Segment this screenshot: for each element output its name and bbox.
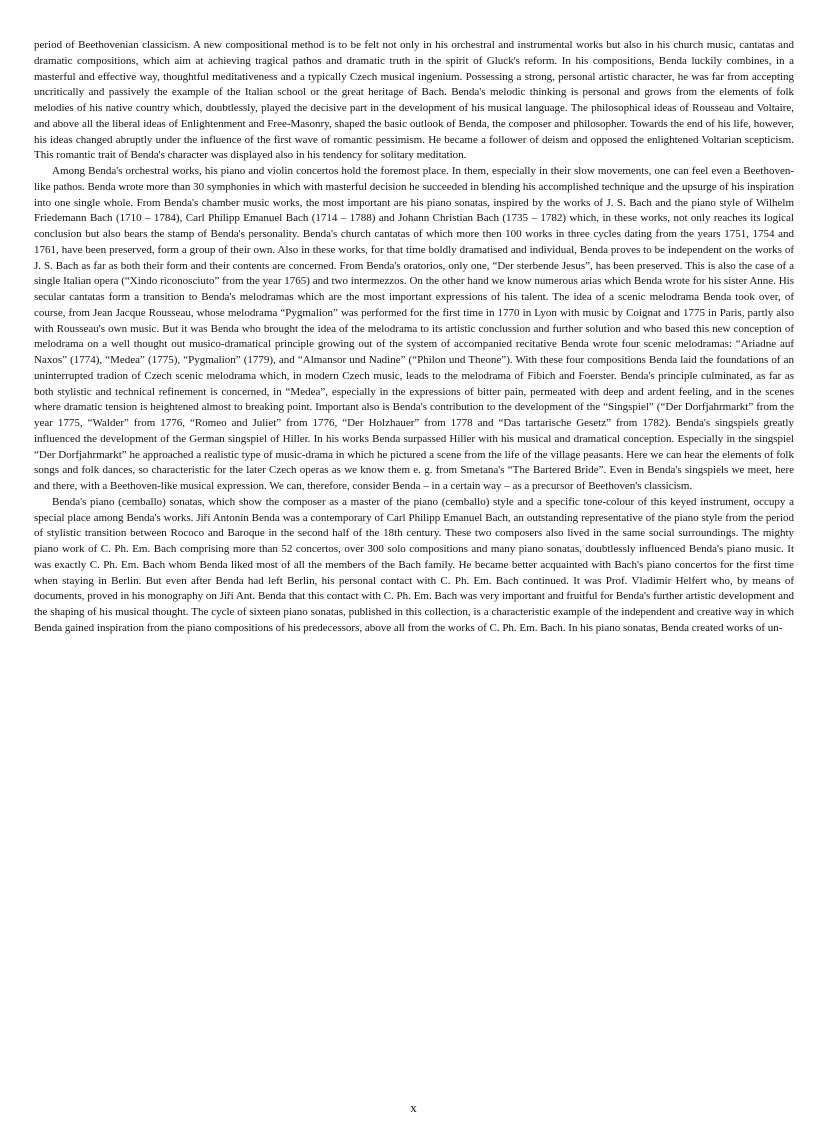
page-number: x xyxy=(410,1100,417,1115)
paragraph-orchestral-works: Among Benda's orchestral works, his piano and violin concertos hold the foremost place. In them, especially in their slow movements, one can feel even a Beethoven-like pathos. Benda wrote more than 30 symphonies in which with masterful decision he succeeded in blending his accomplished technique and the upsurge of his inspiration into one single whole. From Benda's chamber music works, the most important are his piano sonatas, inspired by the works of J. S. Bach and the piano style of Wilhelm Friedemann Bach (1710 – 1784), Carl Philipp Emanuel Bach (1714 – 1788) and Johann Christian Bach (1735 – 1782) which, in these works, not only reaches its logical conclusion but also bears the stamp of Benda's personality. Benda's church cantatas of which more then 100 works in three cycles dating from the years 1751, 1754 and 1761, have been preserved, form a group of their own. Also in these works, for that time boldly dramatised and individual, Benda proves to be independent on the works of J. S. Bach as far as both their form and their contents are concerned. From Benda's oratorios, only one, “Der sterbende Jesus”, has been preserved. This is also the case of a single Italian opera (“Xindo riconosciuto” from the year 1765) and two intermezzos. On the other hand we know numerous arias which Benda wrote for his sister Anne. His secular cantatas form a transition to Benda's melodramas which are the most important expressions of his talent. The idea of a scenic melodrama Benda took over, of course, from Jean Jacque Rousseau, whose melodrama “Pygmalion” was performed for the first time in 1770 in Lyon with music by Coignat and 1775 in Paris, partly also with Rousseau's own music. But it was Benda who brought the idea of the melodrama to its artistic conclussion and further solution and who based this new conception of melodrama on a well thought out musico-dramatical principle growing out of the system of accompanied recitative Benda wrote four scenic melodramas: “Ariadne auf Naxos” (1774), “Medea” (1775), “Pygmalion” (1779), and “Almansor und Nadine” (“Philon und Theone”). With these four compositions Benda laid the foundations of an uninterrupted tradion of Czech scenic melodrama which, in modern Czech music, leads to the melodrama of Fibich and Foerster. Benda's principle culminated, as far as both stylistic and technical refinement is concerned, in “Medea”, especially in the expressions of bitter pain, permeated with deep and ardent feeling, and in the scenes where dramatic tension is heightened almost to breaking point. Important also is Benda's contribution to the development of the “Singspiel” (“Der Dorfjahrmarkt” from the year 1775, “Walder” from 1776, “Romeo and Juliet” from 1776, “Der Holzhauer” from 1778 and “Das tartarische Gesetz” from 1782). Benda's singspiels greatly influenced the development of the German singspiel of Hiller. In his works Benda surpassed Hiller with his musical and dramatical conception. Especially in the singspiel “Der Dorfjahrmarkt” he approached a realistic type of music-drama in which he pictured a scene from the life of the village peasants. Here we can hear the elements of folk songs and folk dances, so characteristic for the later Czech operas as we know them e. g. from Smetana's “The Bartered Bride”. Even in Benda's singspiels we meet, here and there, with a Beethoven-like musical expression. We can, therefore, consider Benda – in a certain way – as a precursor of Beethoven's classicism. xyxy=(34,165,794,492)
paragraph-piano-sonatas: Benda's piano (cemballo) sonatas, which show the composer as a master of the piano (cemballo) style and a specific tone-colour of this keyed instrument, occupy a special place among Benda's works. Jiří Antonín Benda was a contemporary of Carl Philipp Emanuel Bach, an outstanding representative of the piano style from the period of stylistic transition between Rococo and Baroque in the second half of the 18th century. These two composers also lived in the same social surroundings. The mighty piano work of C. Ph. Em. Bach comprising more than 52 concertos, over 300 solo compositions and many piano sonatas, doubtlessly influenced Benda's piano music. It was exactly C. Ph. Em. Bach whom Benda liked most of all the members of the Bach family. He became better acquainted with Bach's piano concertos for the first time when staying in Berlin. But even after Benda had left Berlin, his personal contact with C. Ph. Em. Bach continued. It was Prof. Vladimír Helfert who, by means of documents, proved in his monography on Jiří Ant. Benda that this contact with C. Ph. Em. Bach was very important and fruitful for Benda's further artistic development and the shaping of his musical thought. The cycle of sixteen piano sonatas, published in this collection, is a characteristic example of the independent and creative way in which Benda gained inspiration from the piano compositions of his predecessors, above all from the works of C. Ph. Em. Bach. In his piano sonatas, Benda created works of un- xyxy=(34,495,794,634)
paragraph-beethovenian-classicism: period of Beethovenian classicism. A new compositional method is to be felt not only in his orchestral and instrumental works but also in his church music, cantatas and dramatic compositions, which aim at achieving tragical pathos and dramatic truth in the spirit of Gluck's reform. In his compositions, Benda luckily combines, in a masterful and effective way, thoughtful meditativeness and a typically Czech musical ingenium. Possessing a strong, personal artistic character, he was far from accepting uncritically and passively the example of the Italian school or the great heritage of Bach. Benda's melodic thinking is personal and grows from the elements of folk melodies of his native country which, doubtlessly, played the decisive part in the development of his musical language. The philosophical ideas of Rousseau and Voltaire, and above all the liberal ideas of Enlightenment and Free-Masonry, shaped the basic outlook of Benda, the composer and philosopher. Towards the end of his life, however, his ideas changed abruptly under the influence of the first wave of romantic pessimism. He became a follower of deism and opposed the enlightened Voltarian scepticism. This romantic trait of Benda's character was displayed also in his tendency for solitary meditation. xyxy=(34,39,794,162)
document-body xyxy=(34,38,794,637)
